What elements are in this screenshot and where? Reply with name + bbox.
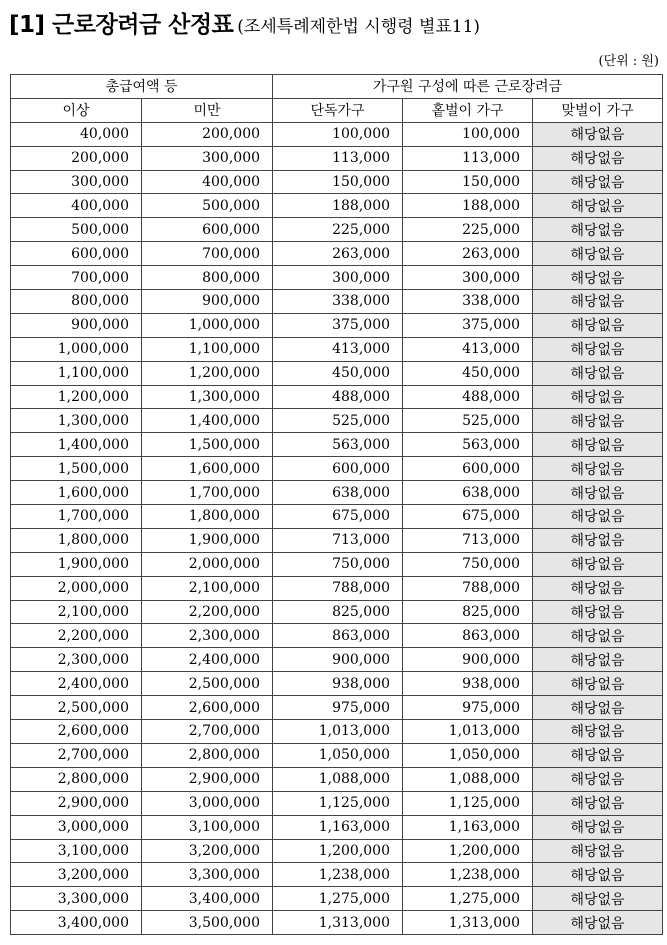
cell-single: 1,163,000 xyxy=(273,815,403,839)
table-row xyxy=(11,743,663,767)
cell-dual-earner: 해당없음 xyxy=(533,815,663,839)
cell-dual-earner: 해당없음 xyxy=(533,146,663,170)
cell-dual-earner: 해당없음 xyxy=(533,122,663,146)
table-row xyxy=(11,361,663,385)
column-header-min: 이상 xyxy=(11,98,142,122)
cell-income-min: 800,000 xyxy=(11,290,142,314)
column-header-single: 단독가구 xyxy=(273,98,403,122)
cell-income-min: 3,300,000 xyxy=(11,887,142,911)
cell-income-min: 2,800,000 xyxy=(11,767,142,791)
cell-single-earner: 1,088,000 xyxy=(403,767,533,791)
table-row xyxy=(11,648,663,672)
cell-single: 600,000 xyxy=(273,457,403,481)
column-header-single-earner: 홑벌이 가구 xyxy=(403,98,533,122)
cell-income-min: 1,900,000 xyxy=(11,552,142,576)
cell-single: 1,125,000 xyxy=(273,791,403,815)
group-header-household: 가구원 구성에 따른 근로장려금 xyxy=(273,75,663,99)
cell-income-min: 1,100,000 xyxy=(11,361,142,385)
cell-single-earner: 375,000 xyxy=(403,313,533,337)
cell-single: 1,275,000 xyxy=(273,887,403,911)
cell-income-max: 1,300,000 xyxy=(142,385,273,409)
cell-single-earner: 300,000 xyxy=(403,266,533,290)
table-row xyxy=(11,863,663,887)
cell-income-max: 1,700,000 xyxy=(142,481,273,505)
cell-dual-earner: 해당없음 xyxy=(533,481,663,505)
cell-income-min: 2,900,000 xyxy=(11,791,142,815)
unit-label: (단위 : 원) xyxy=(598,54,659,69)
cell-single-earner: 938,000 xyxy=(403,672,533,696)
cell-dual-earner: 해당없음 xyxy=(533,218,663,242)
cell-income-min: 40,000 xyxy=(11,122,142,146)
table-row xyxy=(11,815,663,839)
title-subtitle: (조세특례제한법 시행령 별표11) xyxy=(237,17,481,37)
group-header-row xyxy=(11,75,663,99)
cell-single-earner: 600,000 xyxy=(403,457,533,481)
cell-dual-earner: 해당없음 xyxy=(533,242,663,266)
cell-single-earner: 713,000 xyxy=(403,528,533,552)
cell-income-min: 2,100,000 xyxy=(11,600,142,624)
cell-single: 863,000 xyxy=(273,624,403,648)
cell-income-max: 300,000 xyxy=(142,146,273,170)
cell-income-min: 3,100,000 xyxy=(11,839,142,863)
cell-dual-earner: 해당없음 xyxy=(533,767,663,791)
column-header-dual-earner: 맞벌이 가구 xyxy=(533,98,663,122)
cell-single-earner: 100,000 xyxy=(403,122,533,146)
cell-dual-earner: 해당없음 xyxy=(533,194,663,218)
cell-income-min: 1,300,000 xyxy=(11,409,142,433)
table-row xyxy=(11,242,663,266)
cell-dual-earner: 해당없음 xyxy=(533,839,663,863)
cell-dual-earner: 해당없음 xyxy=(533,911,663,935)
cell-single: 750,000 xyxy=(273,552,403,576)
cell-income-min: 1,800,000 xyxy=(11,528,142,552)
table-row xyxy=(11,194,663,218)
cell-income-max: 2,200,000 xyxy=(142,600,273,624)
table-row xyxy=(11,122,663,146)
cell-single-earner: 525,000 xyxy=(403,409,533,433)
table-row xyxy=(11,887,663,911)
cell-dual-earner: 해당없음 xyxy=(533,720,663,744)
cell-single: 975,000 xyxy=(273,696,403,720)
cell-dual-earner: 해당없음 xyxy=(533,743,663,767)
table-row xyxy=(11,600,663,624)
cell-single: 638,000 xyxy=(273,481,403,505)
cell-single-earner: 975,000 xyxy=(403,696,533,720)
page-title xyxy=(9,6,480,40)
cell-single: 263,000 xyxy=(273,242,403,266)
cell-single: 225,000 xyxy=(273,218,403,242)
cell-income-max: 3,200,000 xyxy=(142,839,273,863)
cell-income-min: 3,200,000 xyxy=(11,863,142,887)
incentive-table xyxy=(10,74,663,935)
cell-income-max: 800,000 xyxy=(142,266,273,290)
cell-single-earner: 413,000 xyxy=(403,337,533,361)
cell-single: 300,000 xyxy=(273,266,403,290)
cell-single-earner: 863,000 xyxy=(403,624,533,648)
cell-dual-earner: 해당없음 xyxy=(533,337,663,361)
title-main: [1] 근로장려금 산정표 xyxy=(9,12,234,38)
cell-single: 100,000 xyxy=(273,122,403,146)
cell-single: 525,000 xyxy=(273,409,403,433)
cell-single-earner: 1,200,000 xyxy=(403,839,533,863)
cell-single: 113,000 xyxy=(273,146,403,170)
cell-single: 563,000 xyxy=(273,433,403,457)
cell-single: 938,000 xyxy=(273,672,403,696)
cell-single: 1,013,000 xyxy=(273,720,403,744)
cell-income-max: 3,400,000 xyxy=(142,887,273,911)
cell-income-min: 400,000 xyxy=(11,194,142,218)
cell-dual-earner: 해당없음 xyxy=(533,887,663,911)
cell-income-min: 1,500,000 xyxy=(11,457,142,481)
cell-single: 413,000 xyxy=(273,337,403,361)
cell-income-max: 2,400,000 xyxy=(142,648,273,672)
cell-single-earner: 1,313,000 xyxy=(403,911,533,935)
cell-single: 1,200,000 xyxy=(273,839,403,863)
cell-dual-earner: 해당없음 xyxy=(533,600,663,624)
cell-income-min: 1,000,000 xyxy=(11,337,142,361)
cell-dual-earner: 해당없음 xyxy=(533,361,663,385)
cell-dual-earner: 해당없음 xyxy=(533,313,663,337)
table-body xyxy=(11,122,663,934)
cell-income-max: 2,800,000 xyxy=(142,743,273,767)
table-row xyxy=(11,170,663,194)
cell-income-max: 700,000 xyxy=(142,242,273,266)
cell-income-min: 1,400,000 xyxy=(11,433,142,457)
table-row xyxy=(11,839,663,863)
cell-dual-earner: 해당없음 xyxy=(533,672,663,696)
cell-income-max: 2,700,000 xyxy=(142,720,273,744)
cell-income-max: 900,000 xyxy=(142,290,273,314)
table-row xyxy=(11,218,663,242)
cell-single-earner: 188,000 xyxy=(403,194,533,218)
cell-single-earner: 788,000 xyxy=(403,576,533,600)
cell-income-max: 200,000 xyxy=(142,122,273,146)
cell-income-max: 1,000,000 xyxy=(142,313,273,337)
table-row xyxy=(11,457,663,481)
cell-single-earner: 1,163,000 xyxy=(403,815,533,839)
cell-single-earner: 825,000 xyxy=(403,600,533,624)
cell-income-max: 3,500,000 xyxy=(142,911,273,935)
cell-single-earner: 1,275,000 xyxy=(403,887,533,911)
cell-income-min: 2,200,000 xyxy=(11,624,142,648)
cell-single: 1,313,000 xyxy=(273,911,403,935)
cell-income-max: 2,600,000 xyxy=(142,696,273,720)
cell-dual-earner: 해당없음 xyxy=(533,457,663,481)
table-row xyxy=(11,385,663,409)
cell-income-max: 1,800,000 xyxy=(142,505,273,529)
cell-income-max: 400,000 xyxy=(142,170,273,194)
cell-income-min: 1,200,000 xyxy=(11,385,142,409)
table-row xyxy=(11,313,663,337)
cell-single: 713,000 xyxy=(273,528,403,552)
column-header-max: 미만 xyxy=(142,98,273,122)
cell-income-max: 2,300,000 xyxy=(142,624,273,648)
cell-single: 188,000 xyxy=(273,194,403,218)
cell-income-min: 3,000,000 xyxy=(11,815,142,839)
cell-single: 825,000 xyxy=(273,600,403,624)
cell-single: 1,050,000 xyxy=(273,743,403,767)
table-row xyxy=(11,505,663,529)
cell-income-min: 200,000 xyxy=(11,146,142,170)
cell-income-max: 2,900,000 xyxy=(142,767,273,791)
cell-dual-earner: 해당없음 xyxy=(533,624,663,648)
cell-income-min: 2,500,000 xyxy=(11,696,142,720)
cell-dual-earner: 해당없음 xyxy=(533,791,663,815)
cell-single-earner: 675,000 xyxy=(403,505,533,529)
cell-income-min: 300,000 xyxy=(11,170,142,194)
cell-income-max: 2,100,000 xyxy=(142,576,273,600)
cell-income-max: 3,300,000 xyxy=(142,863,273,887)
cell-single-earner: 488,000 xyxy=(403,385,533,409)
cell-dual-earner: 해당없음 xyxy=(533,576,663,600)
cell-income-max: 1,500,000 xyxy=(142,433,273,457)
cell-income-min: 600,000 xyxy=(11,242,142,266)
cell-income-max: 2,500,000 xyxy=(142,672,273,696)
table-row xyxy=(11,528,663,552)
cell-single: 488,000 xyxy=(273,385,403,409)
cell-income-max: 2,000,000 xyxy=(142,552,273,576)
cell-single: 1,088,000 xyxy=(273,767,403,791)
table-row xyxy=(11,337,663,361)
table-row xyxy=(11,767,663,791)
cell-single-earner: 563,000 xyxy=(403,433,533,457)
cell-income-max: 1,900,000 xyxy=(142,528,273,552)
table-row xyxy=(11,146,663,170)
cell-dual-earner: 해당없음 xyxy=(533,648,663,672)
cell-single: 450,000 xyxy=(273,361,403,385)
cell-dual-earner: 해당없음 xyxy=(533,433,663,457)
table-row xyxy=(11,624,663,648)
cell-income-min: 1,600,000 xyxy=(11,481,142,505)
cell-single-earner: 1,238,000 xyxy=(403,863,533,887)
cell-single: 375,000 xyxy=(273,313,403,337)
table-row xyxy=(11,791,663,815)
cell-dual-earner: 해당없음 xyxy=(533,505,663,529)
group-header-income: 총급여액 등 xyxy=(11,75,273,99)
cell-single: 1,238,000 xyxy=(273,863,403,887)
column-header-row xyxy=(11,98,663,122)
cell-income-max: 3,100,000 xyxy=(142,815,273,839)
table-row xyxy=(11,672,663,696)
table-row xyxy=(11,290,663,314)
table-row xyxy=(11,720,663,744)
cell-income-max: 500,000 xyxy=(142,194,273,218)
cell-single: 900,000 xyxy=(273,648,403,672)
cell-single: 338,000 xyxy=(273,290,403,314)
cell-single-earner: 750,000 xyxy=(403,552,533,576)
cell-income-min: 3,400,000 xyxy=(11,911,142,935)
cell-income-max: 600,000 xyxy=(142,218,273,242)
cell-income-min: 700,000 xyxy=(11,266,142,290)
cell-income-min: 2,000,000 xyxy=(11,576,142,600)
cell-income-max: 1,100,000 xyxy=(142,337,273,361)
cell-dual-earner: 해당없음 xyxy=(533,385,663,409)
cell-income-min: 2,400,000 xyxy=(11,672,142,696)
cell-single-earner: 150,000 xyxy=(403,170,533,194)
cell-dual-earner: 해당없음 xyxy=(533,552,663,576)
table-row xyxy=(11,552,663,576)
cell-dual-earner: 해당없음 xyxy=(533,863,663,887)
cell-dual-earner: 해당없음 xyxy=(533,528,663,552)
table-row xyxy=(11,696,663,720)
table-row xyxy=(11,911,663,935)
cell-single-earner: 338,000 xyxy=(403,290,533,314)
cell-income-min: 500,000 xyxy=(11,218,142,242)
cell-income-max: 3,000,000 xyxy=(142,791,273,815)
table-row xyxy=(11,266,663,290)
table-row xyxy=(11,433,663,457)
cell-income-min: 2,300,000 xyxy=(11,648,142,672)
cell-dual-earner: 해당없음 xyxy=(533,696,663,720)
cell-income-min: 900,000 xyxy=(11,313,142,337)
cell-single-earner: 900,000 xyxy=(403,648,533,672)
cell-single-earner: 450,000 xyxy=(403,361,533,385)
table-row xyxy=(11,576,663,600)
cell-single-earner: 1,125,000 xyxy=(403,791,533,815)
cell-income-max: 1,200,000 xyxy=(142,361,273,385)
cell-single-earner: 263,000 xyxy=(403,242,533,266)
cell-income-min: 2,600,000 xyxy=(11,720,142,744)
cell-dual-earner: 해당없음 xyxy=(533,409,663,433)
cell-income-min: 2,700,000 xyxy=(11,743,142,767)
cell-single-earner: 638,000 xyxy=(403,481,533,505)
cell-single: 675,000 xyxy=(273,505,403,529)
table-row xyxy=(11,409,663,433)
cell-single-earner: 1,050,000 xyxy=(403,743,533,767)
cell-dual-earner: 해당없음 xyxy=(533,266,663,290)
cell-dual-earner: 해당없음 xyxy=(533,290,663,314)
cell-income-min: 1,700,000 xyxy=(11,505,142,529)
cell-single: 788,000 xyxy=(273,576,403,600)
cell-single-earner: 113,000 xyxy=(403,146,533,170)
table-row xyxy=(11,481,663,505)
cell-income-max: 1,400,000 xyxy=(142,409,273,433)
cell-income-max: 1,600,000 xyxy=(142,457,273,481)
cell-dual-earner: 해당없음 xyxy=(533,170,663,194)
cell-single: 150,000 xyxy=(273,170,403,194)
cell-single-earner: 225,000 xyxy=(403,218,533,242)
cell-single-earner: 1,013,000 xyxy=(403,720,533,744)
